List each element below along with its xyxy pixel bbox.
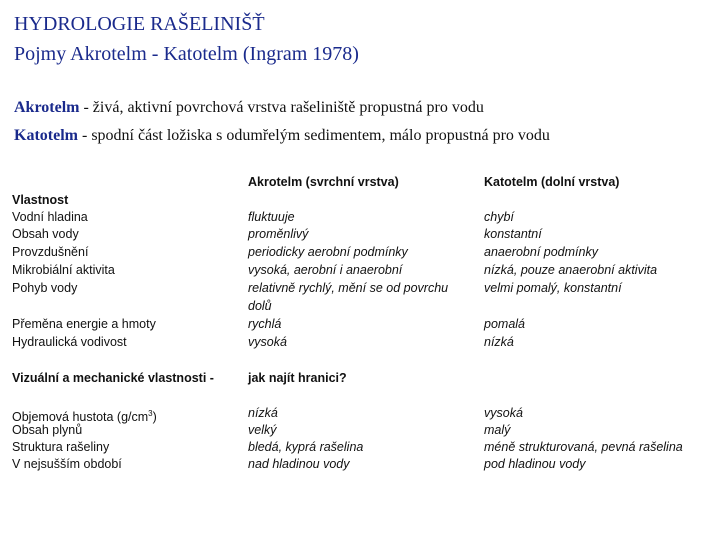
- row-katotelm: malý: [484, 423, 511, 437]
- row-akrotelm: proměnlivý: [248, 227, 309, 241]
- superscript: 3: [148, 409, 153, 418]
- row-property: V nejsušším období: [12, 457, 122, 471]
- row-akrotelm: relativně rychlý, mění se od povrchu: [248, 281, 449, 295]
- properties-table: [12, 174, 702, 476]
- row-akrotelm: periodicky aerobní podmínky: [248, 245, 408, 259]
- header-akrotelm: Akrotelm (svrchní vrstva): [248, 175, 399, 189]
- title-line-1: HYDROLOGIE RAŠELINIŠŤ: [14, 13, 265, 35]
- row-akrotelm: nízká: [248, 406, 278, 420]
- title-line-2: Pojmy Akrotelm - Katotelm (Ingram 1978): [14, 43, 359, 65]
- definition-term: Akrotelm: [14, 99, 80, 116]
- row-katotelm: konstantní: [484, 227, 542, 241]
- definition-term: Katotelm: [14, 127, 78, 144]
- row-katotelm: méně strukturovaná, pevná rašelina: [484, 440, 683, 454]
- row-akrotelm: rychlá: [248, 317, 282, 331]
- row-katotelm: velmi pomalý, konstantní: [484, 281, 622, 295]
- row-property: Provzdušnění: [12, 245, 89, 259]
- row-katotelm: anaerobní podmínky: [484, 245, 598, 259]
- row-property: Vodní hladina: [12, 210, 88, 224]
- definition-text: - živá, aktivní povrchová vrstva rašeliniště propustná pro vodu: [79, 99, 484, 116]
- row-akrotelm: bledá, kyprá rašelina: [248, 440, 364, 454]
- row-property: Pohyb vody: [12, 281, 78, 295]
- row-property: Hydraulická vodivost: [12, 335, 127, 349]
- row-property-text: Objemová hustota (g/cm: [12, 410, 149, 425]
- definition-katotelm: [14, 126, 550, 146]
- section-heading: Vizuální a mechanické vlastnosti -: [12, 371, 214, 385]
- row-property: Obsah plynů: [12, 423, 83, 437]
- row-katotelm: chybí: [484, 210, 514, 224]
- row-akrotelm: vysoká: [248, 335, 287, 349]
- row-property: Obsah vody: [12, 227, 79, 241]
- row-property: Struktura rašeliny: [12, 440, 110, 454]
- row-katotelm: pod hladinou vody: [484, 457, 586, 471]
- definition-text: - spodní část ložiska s odumřelým sedimentem, málo propustná pro vodu: [77, 127, 550, 144]
- row-akrotelm: velký: [248, 423, 277, 437]
- row-akrotelm-continuation: dolů: [248, 299, 272, 313]
- row-akrotelm: fluktuuje: [248, 210, 295, 224]
- row-katotelm: vysoká: [484, 406, 523, 420]
- header-property: Vlastnost: [12, 193, 69, 207]
- row-property: Přeměna energie a hmoty: [12, 317, 156, 331]
- header-katotelm: Katotelm (dolní vrstva): [484, 175, 620, 189]
- row-katotelm: pomalá: [484, 317, 525, 331]
- section-question: jak najít hranici?: [248, 371, 347, 385]
- row-akrotelm: vysoká, aerobní i anaerobní: [248, 263, 403, 277]
- row-katotelm: nízká: [484, 335, 514, 349]
- row-property: Mikrobiální aktivita: [12, 263, 115, 277]
- row-property-end: ): [152, 410, 157, 425]
- row-akrotelm: nad hladinou vody: [248, 457, 350, 471]
- definition-akrotelm: [14, 98, 484, 118]
- row-katotelm: nízká, pouze anaerobní aktivita: [484, 263, 658, 277]
